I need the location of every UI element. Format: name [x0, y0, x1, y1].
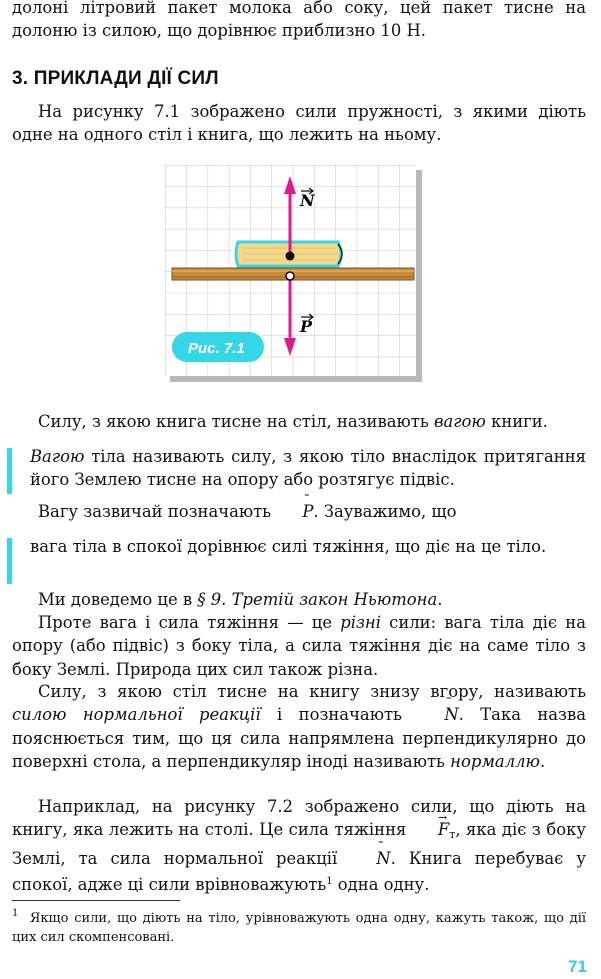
page-number: 71 — [568, 957, 587, 976]
definition-weight: Вагою тіла називають силу, з якою тіло внаслідок притягання його Землею тисне на опору або розтягує підвіс. — [30, 447, 586, 490]
contact-point — [286, 272, 294, 280]
paragraph-difference: Проте вага і сила тяжіння — це різні сили: вага тіла діє на опору (або підвіс) з боку тіла, а сила тяжіння діє на саме тіло з боку Землі. Природа цих сил також різна. — [12, 613, 586, 679]
paragraph-weight-symbol: Вагу зазвичай позначають ¯ P. Зауважимо, що — [12, 500, 586, 523]
paragraph-normal-reaction: Силу, з якою стіл тисне на книгу знизу вгору, називають силою нормальної реакції і позначають ¯ N. Така назва пояснюється тим, що ця сила напрямлена перпендикулярно до поверхні стола, а перпендикуляр іноді називають нормаллю. — [12, 680, 586, 774]
footnote-rule — [12, 900, 180, 901]
definition-weight-rest: вага тіла в спокої дорівнює силі тяжіння, що діє на це тіло. — [30, 537, 547, 556]
book-center-point — [286, 252, 295, 261]
intro-paragraph: долоні літровий пакет молока або соку, цей пакет тисне на долоню із силою, що дорівнює приблизно 10 Н. — [12, 0, 586, 41]
section-heading: 3. ПРИКЛАДИ ДІЇ СИЛ — [12, 68, 219, 89]
figure-caption: Рис. 7.1 — [188, 340, 245, 357]
paragraph-figure-intro: На рисунку 7.1 зображено сили пружності, з якими діють одне на одного стіл і книга, що лежить на ньому. — [12, 102, 586, 145]
label-n: N — [300, 191, 315, 210]
paragraph-example: Наприклад, на рисунку 7.2 зображено сили, що діють на книгу, яка лежить на столі. Це сила тяжіння → $F_т$, яка діє з боку Землі, та сила нормальної реакції ¯ N. Книга перебуває у спокої, адже ці сили врівноважують$^1$ одна одну. — [12, 795, 586, 897]
paragraph-reference: Ми доведемо це в § 9. Третій закон Ньютона. — [38, 590, 443, 609]
label-p: P — [300, 317, 313, 336]
figure-7-1 — [160, 160, 425, 385]
definition-marker — [7, 448, 12, 494]
figure-svg — [160, 160, 425, 385]
paragraph-weight-intro: Силу, з якою книга тисне на стіл, називають вагою книги. — [38, 412, 548, 431]
definition-marker-2 — [7, 538, 12, 584]
footnote: $^1$ Якщо сили, що діють на тіло, урівноважують одна одну, кажуть також, що дії цих сил скомпенсовані. — [12, 908, 587, 945]
